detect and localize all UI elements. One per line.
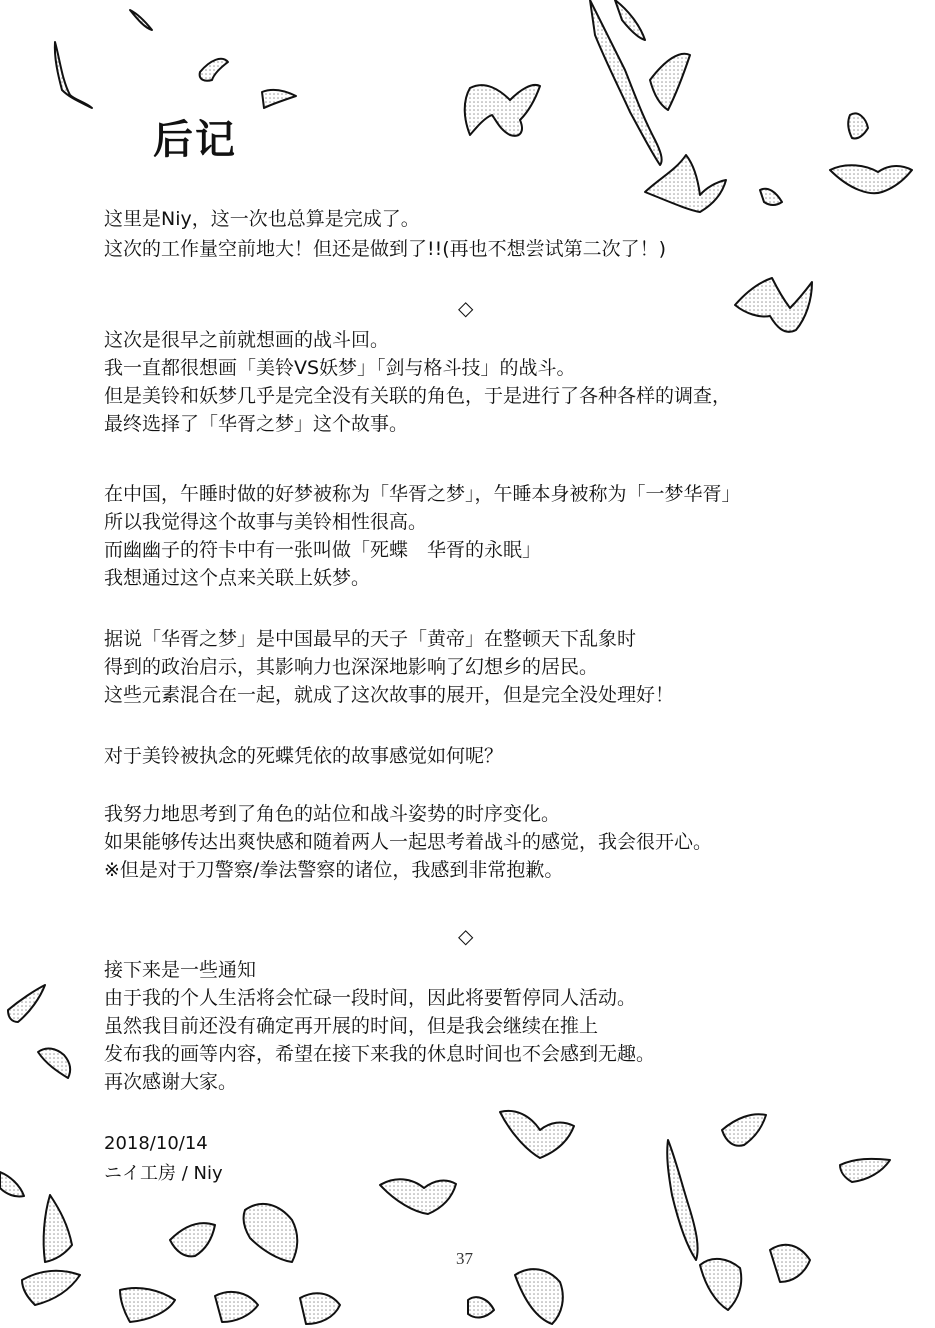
butterfly-icon [130,10,152,30]
page-title: 后记 [153,117,237,163]
butterfly-icon [55,42,92,108]
page-number: 37 [456,1249,473,1268]
text-line: ※但是对于刀警察/拳法警察的诸位，我感到非常抱歉。 [104,859,564,881]
butterfly-icon [468,1297,494,1317]
text-line: 这次的工作量空前地大！但还是做到了!!(再也不想尝试第二次了！) [104,238,667,260]
text-line: 这次是很早之前就想画的战斗回。 [104,329,390,351]
butterfly-icon [650,54,690,110]
butterfly-icon [120,1288,175,1322]
text-line: 由于我的个人生活将会忙碌一段时间，因此将要暂停同人活动。 [104,987,637,1009]
text-line: 我一直都很想画「美铃VS妖梦」「剑与格斗技」的战斗。 [104,357,576,379]
butterfly-icon [515,1269,563,1324]
text-line: 最终选择了「华胥之梦」这个故事。 [104,413,409,435]
butterfly-icon [244,1204,298,1262]
butterfly-icon [760,189,782,205]
butterfly-icon [8,985,45,1022]
butterfly-icon [0,1172,24,1197]
text-line: 这里是Niy，这一次也总算是完成了。 [104,208,420,230]
butterfly-icon [848,113,868,138]
text-line: 我努力地思考到了角色的站位和战斗姿势的时序变化。 [104,803,561,825]
butterfly-icon [38,1048,70,1078]
diamond-separator: ◇ [458,924,474,948]
butterfly-icon [770,1245,810,1282]
text-line: 虽然我目前还没有确定再开展的时间，但是我会继续在推上 [104,1015,599,1037]
butterfly-icon [200,59,228,81]
signature-author: ニイ工房 / Niy [104,1163,223,1184]
text-line: 接下来是一些通知 [104,959,257,981]
butterfly-icon [380,1179,456,1214]
butterfly-icon [830,165,912,193]
butterfly-icon [722,1114,766,1146]
butterfly-icon [500,1111,574,1158]
text-line: 发布我的画等内容，希望在接下来我的休息时间也不会感到无趣。 [104,1043,656,1065]
butterfly-icon [840,1159,890,1182]
butterfly-icon [667,1140,697,1260]
text-line: 如果能够传达出爽快感和随着两人一起思考着战斗的感觉，我会很开心。 [104,831,713,853]
text-line: 再次感谢大家。 [104,1071,238,1093]
butterfly-icon [262,90,296,108]
text-line: 而幽幽子的符卡中有一张叫做「死蝶 华胥的永眠」 [104,539,542,561]
text-line: 在中国，午睡时做的好梦被称为「华胥之梦」，午睡本身被称为「一梦华胥」 [104,483,741,505]
text-line: 据说「华胥之梦」是中国最早的天子「黄帝」在整顿天下乱象时 [104,628,637,650]
butterfly-icon [465,85,540,136]
butterfly-icon [22,1271,80,1305]
butterfly-icon [170,1223,215,1256]
butterfly-icon [615,0,645,40]
text-line: 但是美铃和妖梦几乎是完全没有关联的角色，于是进行了各种各样的调查， [104,385,732,407]
text-line: 这些元素混合在一起，就成了这次故事的展开，但是完全没处理好！ [104,684,675,706]
text-line: 我想通过这个点来关联上妖梦。 [104,567,371,589]
text-line: 对于美铃被执念的死蝶凭依的故事感觉如何呢？ [104,745,504,767]
signature-date: 2018/10/14 [104,1133,208,1154]
butterfly-icon [44,1195,72,1262]
butterfly-icon [700,1259,741,1310]
diamond-separator: ◇ [458,296,474,320]
butterfly-icon [215,1292,258,1322]
butterfly-icon [735,278,812,332]
text-line: 所以我觉得这个故事与美铃相性很高。 [104,511,428,533]
butterfly-icon [645,155,726,212]
text-line: 得到的政治启示，其影响力也深深地影响了幻想乡的居民。 [104,656,599,678]
butterfly-icon [300,1293,340,1324]
